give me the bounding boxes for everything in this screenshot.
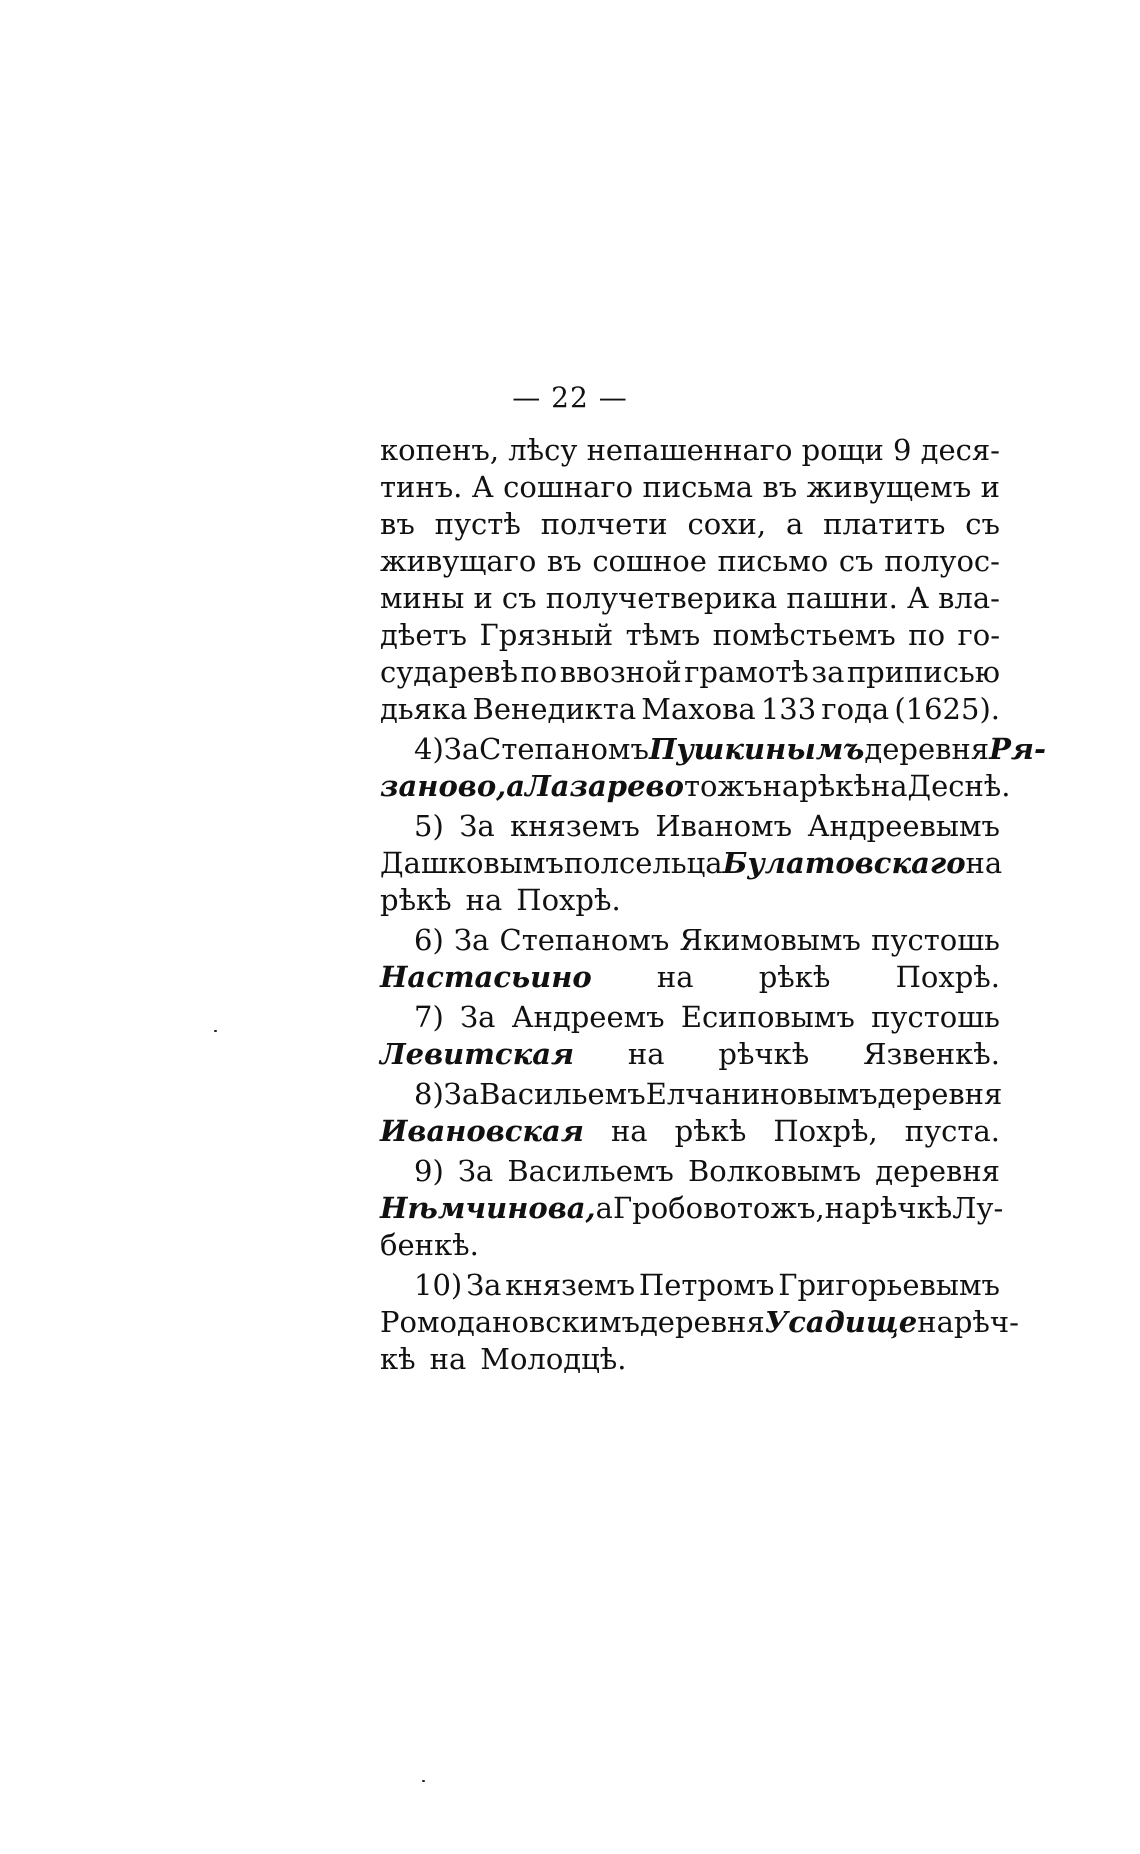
word: тинъ. xyxy=(380,470,463,504)
word: рѣч- xyxy=(953,1305,1019,1339)
word: Похрѣ. xyxy=(516,883,621,917)
word: Махова xyxy=(641,692,756,726)
word: а xyxy=(595,1191,613,1225)
paragraph xyxy=(380,432,1000,728)
word: непашеннаго xyxy=(586,433,793,467)
word: Ря- xyxy=(989,732,1047,766)
word: на xyxy=(429,1342,467,1376)
word: заново, xyxy=(380,769,507,803)
word: кѣ xyxy=(380,1342,416,1376)
word: 6) xyxy=(414,923,444,957)
word: Молодцѣ. xyxy=(480,1342,627,1376)
word: въ xyxy=(762,470,798,504)
word: 5) xyxy=(414,809,444,843)
word: на xyxy=(762,769,800,803)
word: письма xyxy=(642,470,754,504)
word: деревня xyxy=(877,1077,1003,1111)
word: рѣчкѣ xyxy=(861,1191,953,1225)
word: на xyxy=(610,1114,648,1148)
text-line xyxy=(380,768,1011,805)
word: съ xyxy=(501,581,537,615)
word: дьяка xyxy=(380,692,468,726)
word: а xyxy=(506,769,526,803)
word: пуста. xyxy=(904,1114,1000,1148)
word: 7) xyxy=(414,1000,444,1034)
word: сошное xyxy=(592,544,707,578)
word: 9 xyxy=(893,433,912,467)
text-line xyxy=(380,617,1000,654)
word: Андреемъ xyxy=(511,1000,665,1034)
word: пустошь xyxy=(871,1000,1000,1034)
word: Настасьино xyxy=(380,960,592,994)
word: го- xyxy=(957,618,1000,652)
word: Петромъ xyxy=(638,1268,775,1302)
word: Есиповымъ xyxy=(680,1000,855,1034)
word: копенъ, xyxy=(380,433,500,467)
word: мины xyxy=(380,581,465,615)
paragraph xyxy=(380,1076,1003,1150)
word: Нѣмчинова, xyxy=(380,1191,596,1225)
word: сошнаго xyxy=(503,470,634,504)
word: За xyxy=(459,809,495,843)
word: помѣстьемъ xyxy=(712,618,896,652)
scan-speck xyxy=(214,1030,217,1032)
word: вла- xyxy=(938,581,1000,615)
word: 9) xyxy=(414,1154,444,1188)
word: За xyxy=(466,1268,502,1302)
paragraph xyxy=(380,1153,1004,1264)
word: за xyxy=(811,655,845,689)
word: съ xyxy=(965,507,1000,541)
word: княземъ xyxy=(505,1268,636,1302)
word: получетверика xyxy=(545,581,778,615)
word: Волковымъ xyxy=(687,1154,862,1188)
word: въ xyxy=(380,507,415,541)
word: на xyxy=(465,883,503,917)
text-line xyxy=(380,506,1000,543)
page-number: — 22 — xyxy=(512,381,628,414)
word: года xyxy=(821,692,890,726)
word: на xyxy=(870,769,908,803)
word: лѣсу xyxy=(508,433,578,467)
text-line xyxy=(380,432,1000,469)
word: Степаномъ xyxy=(479,732,649,766)
word: по xyxy=(520,655,558,689)
text-line xyxy=(380,469,1000,506)
word: тѣмъ xyxy=(625,618,701,652)
paragraph xyxy=(380,999,1000,1073)
paragraph xyxy=(380,922,1000,996)
word: За xyxy=(453,923,490,957)
text-line xyxy=(380,1036,1000,1073)
word: Ромодановскимъ xyxy=(380,1305,640,1339)
word: 10) xyxy=(414,1268,463,1302)
word: А xyxy=(906,581,929,615)
word: княземъ xyxy=(510,809,640,843)
text-line xyxy=(380,1190,1004,1227)
word: Похрѣ. xyxy=(895,960,1000,994)
word: рѣкѣ xyxy=(674,1114,747,1148)
word: письмо xyxy=(717,544,829,578)
paragraph xyxy=(380,1267,1019,1378)
text-line xyxy=(380,1341,1000,1378)
word: Якимовымъ xyxy=(679,923,861,957)
text-line xyxy=(380,882,1000,919)
word: рѣкѣ xyxy=(758,960,831,994)
text-line xyxy=(380,959,1000,996)
word: А xyxy=(471,470,494,504)
word: тожъ, xyxy=(736,1191,825,1225)
word: Гробово xyxy=(612,1191,737,1225)
word: Лу- xyxy=(952,1191,1004,1225)
word: За xyxy=(443,1077,480,1111)
text-line xyxy=(380,1076,1003,1113)
word: Васильемъ xyxy=(479,1077,646,1111)
text-line xyxy=(380,580,1000,617)
word: платить xyxy=(823,507,946,541)
word: на xyxy=(917,1305,954,1339)
word: полсельца xyxy=(563,846,723,880)
word: рѣкѣ xyxy=(799,769,871,803)
word: сударевѣ xyxy=(380,655,518,689)
word: Венедикта xyxy=(472,692,637,726)
text-line xyxy=(380,654,1000,691)
word: приписью xyxy=(846,655,1000,689)
word: живущемъ xyxy=(806,470,972,504)
text-line xyxy=(380,691,1000,728)
paragraph xyxy=(380,808,1003,919)
word: рѣкѣ xyxy=(380,883,452,917)
text-line xyxy=(380,922,1000,959)
text-line xyxy=(380,808,1000,845)
word: Григорьевымъ xyxy=(778,1268,1000,1302)
word: на xyxy=(656,960,694,994)
word: на xyxy=(965,846,1003,880)
word: деревня xyxy=(875,1154,1000,1188)
word: Похрѣ, xyxy=(773,1114,878,1148)
word: а xyxy=(785,507,804,541)
word: деревня xyxy=(864,732,990,766)
word: пустѣ xyxy=(434,507,521,541)
text-line xyxy=(380,999,1000,1036)
text-line xyxy=(380,731,1047,768)
word: бенкѣ. xyxy=(380,1228,479,1262)
word: Булатовскаго xyxy=(722,846,966,880)
word: За xyxy=(460,1000,496,1034)
word: пустошь xyxy=(871,923,1000,957)
word: пашни. xyxy=(786,581,898,615)
word: Дашковымъ xyxy=(380,846,564,880)
word: Ивановская xyxy=(380,1114,584,1148)
word: деся- xyxy=(920,433,1000,467)
word: Язвенкѣ. xyxy=(863,1037,1000,1071)
word: Степаномъ xyxy=(499,923,670,957)
word: Иваномъ xyxy=(655,809,793,843)
word: 4) xyxy=(414,732,444,766)
word: на xyxy=(627,1037,665,1071)
word: рѣчкѣ xyxy=(718,1037,810,1071)
word: Елчаниновымъ xyxy=(645,1077,878,1111)
word: Пушкинымъ xyxy=(648,732,865,766)
paragraph xyxy=(380,731,1047,805)
word: на xyxy=(824,1191,862,1225)
word: живущаго xyxy=(380,544,537,578)
word: За xyxy=(443,732,480,766)
word: Деснѣ. xyxy=(907,769,1011,803)
word: и xyxy=(473,581,493,615)
body-text xyxy=(380,432,1047,1378)
word: Васильемъ xyxy=(507,1154,674,1188)
text-line xyxy=(380,845,1003,882)
word: полуос- xyxy=(884,544,1000,578)
word: деревня xyxy=(639,1305,765,1339)
text-line xyxy=(380,1227,1000,1264)
word: Грязный xyxy=(479,618,614,652)
word: полчети xyxy=(540,507,668,541)
word: 8) xyxy=(414,1077,444,1111)
word: и xyxy=(980,470,1000,504)
word: Левитская xyxy=(380,1037,575,1071)
word: Усадище xyxy=(764,1305,918,1339)
word: съ xyxy=(838,544,874,578)
word: грамотѣ xyxy=(684,655,809,689)
text-line xyxy=(380,1267,1000,1304)
word: рощи xyxy=(801,433,884,467)
word: 133 xyxy=(760,692,817,726)
word: (1625). xyxy=(894,692,1000,726)
word: ввозной xyxy=(559,655,682,689)
text-line xyxy=(380,1304,1019,1341)
word: дѣетъ xyxy=(380,618,467,652)
word: въ xyxy=(546,544,582,578)
word: Андреевымъ xyxy=(807,809,1000,843)
scan-speck xyxy=(422,1780,425,1782)
text-line xyxy=(380,1153,1000,1190)
text-line xyxy=(380,543,1000,580)
word: Лазарево xyxy=(525,769,684,803)
word: по xyxy=(908,618,946,652)
word: тожъ xyxy=(683,769,763,803)
word: сохи, xyxy=(687,507,767,541)
word: За xyxy=(457,1154,494,1188)
text-line xyxy=(380,1113,1000,1150)
